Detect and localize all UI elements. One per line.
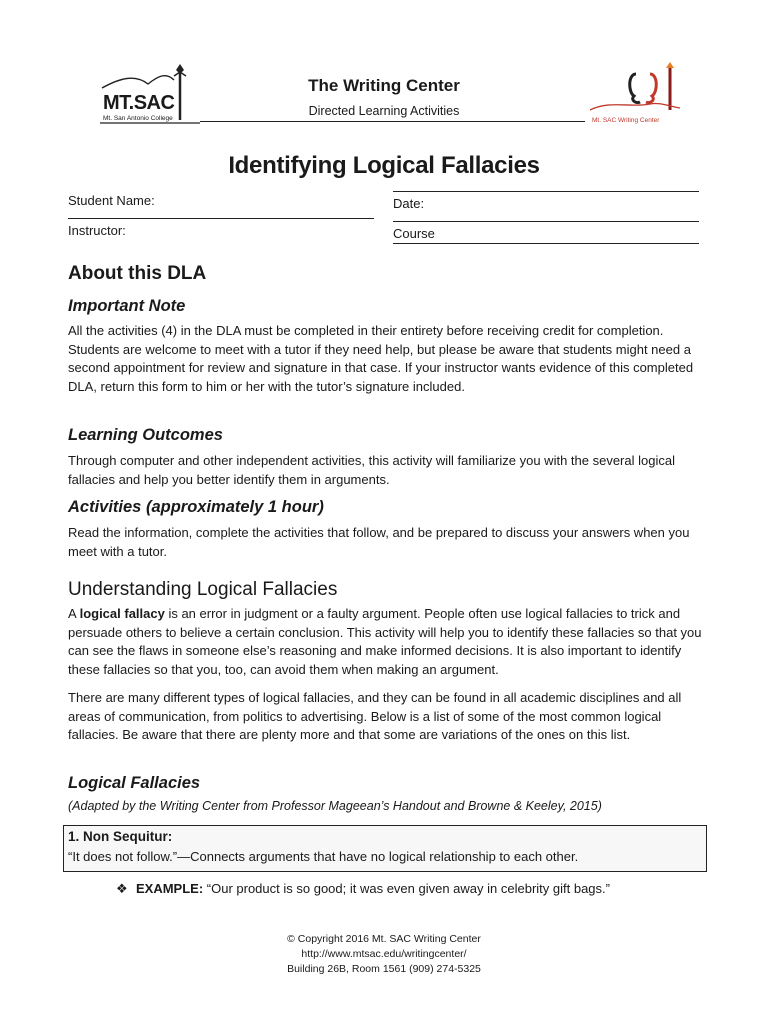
- understanding-heading: Understanding Logical Fallacies: [68, 579, 338, 600]
- date-label: Date:: [393, 196, 425, 211]
- diamond-bullet-icon: ❖: [116, 881, 128, 896]
- mtsac-logo-subtext: Mt. San Antonio College: [103, 115, 173, 122]
- footer-address: Building 26B, Room 1561 (909) 274-5325: [287, 963, 481, 975]
- mtsac-logo: [100, 62, 200, 133]
- student-name-line[interactable]: [68, 218, 374, 219]
- student-name-label: Student Name:: [68, 193, 155, 208]
- example-label: EXAMPLE:: [136, 881, 204, 896]
- important-note-heading: Important Note: [68, 297, 186, 315]
- fallacy-example: [116, 881, 610, 897]
- header-rule: [200, 121, 585, 122]
- fallacy-title: 1. Non Sequitur:: [68, 829, 173, 844]
- document-title: Identifying Logical Fallacies: [228, 152, 540, 179]
- course-line[interactable]: [393, 243, 699, 244]
- source-note: (Adapted by the Writing Center from Professor Mageean’s Handout and Browne & Keeley, 2015): [68, 799, 602, 813]
- writing-center-logo: [590, 62, 680, 123]
- p1-prefix: A: [68, 606, 80, 621]
- mtsac-logo-name: MT.SAC: [103, 92, 175, 114]
- understanding-paragraph-1: [68, 605, 708, 679]
- writing-center-logo-graphic: [590, 62, 680, 118]
- logical-fallacies-heading: Logical Fallacies: [68, 774, 201, 792]
- learning-outcomes-text: Through computer and other independent activities, this activity will familiarize you with the several logical fallacies and help you better identify them in arguments.: [68, 453, 675, 487]
- writing-center-logo-caption: Mt. SAC Writing Center: [592, 117, 660, 124]
- understanding-paragraph-2: There are many different types of logical fallacies, and they can be found in all academic disciplines and all areas of communication, from politics to advertising. Below is a list of some of the most common logical fallacies. Be aware that there are plenty more and that some are variations of the ones on this list.: [68, 690, 682, 742]
- example-text: “Our product is so good; it was even given away in celebrity gift bags.”: [203, 881, 610, 896]
- learning-outcomes-heading: Learning Outcomes: [68, 426, 223, 444]
- fallacy-description: “It does not follow.”—Connects arguments that have no logical relationship to each other.: [68, 849, 579, 864]
- activities-heading: Activities (approximately 1 hour): [68, 498, 324, 516]
- logical-fallacy-term: logical fallacy: [79, 606, 165, 621]
- activities-text: Read the information, complete the activities that follow, and be prepared to discuss your answers when you meet with a tutor.: [68, 525, 690, 559]
- instructor-label: Instructor:: [68, 223, 126, 238]
- important-note-text: All the activities (4) in the DLA must be completed in their entirety before receiving credit for completion. Students are welcome to meet with a tutor if they need help, but please be aware that students might need a second appointment for review and signature in that case. If your instructor wants evidence of this completed DLA, return this form to him or her with the tutor’s signature included.: [68, 323, 694, 394]
- about-heading: About this DLA: [68, 263, 207, 284]
- date-line[interactable]: [393, 221, 699, 222]
- footer-url[interactable]: http://www.mtsac.edu/writingcenter/: [301, 948, 467, 960]
- p1-rest: is an error in judgment or a faulty argument. People often use logical fallacies to trick and persuade others to believe a certain conclusion. This activity will help you to identify these fallacies so that you can see the flaws in someone else’s reasoning and make informed decisions. It is also important to identify these fallacies so that you, too, can avoid them when making an argument.: [68, 606, 702, 677]
- header-subtitle: Directed Learning Activities: [308, 104, 460, 118]
- header-title: The Writing Center: [308, 76, 460, 95]
- footer-copyright: © Copyright 2016 Mt. SAC Writing Center: [287, 933, 481, 945]
- fallacy-box-non-sequitur: [63, 825, 707, 872]
- course-label: Course: [393, 226, 435, 241]
- date-top-line: [393, 191, 699, 192]
